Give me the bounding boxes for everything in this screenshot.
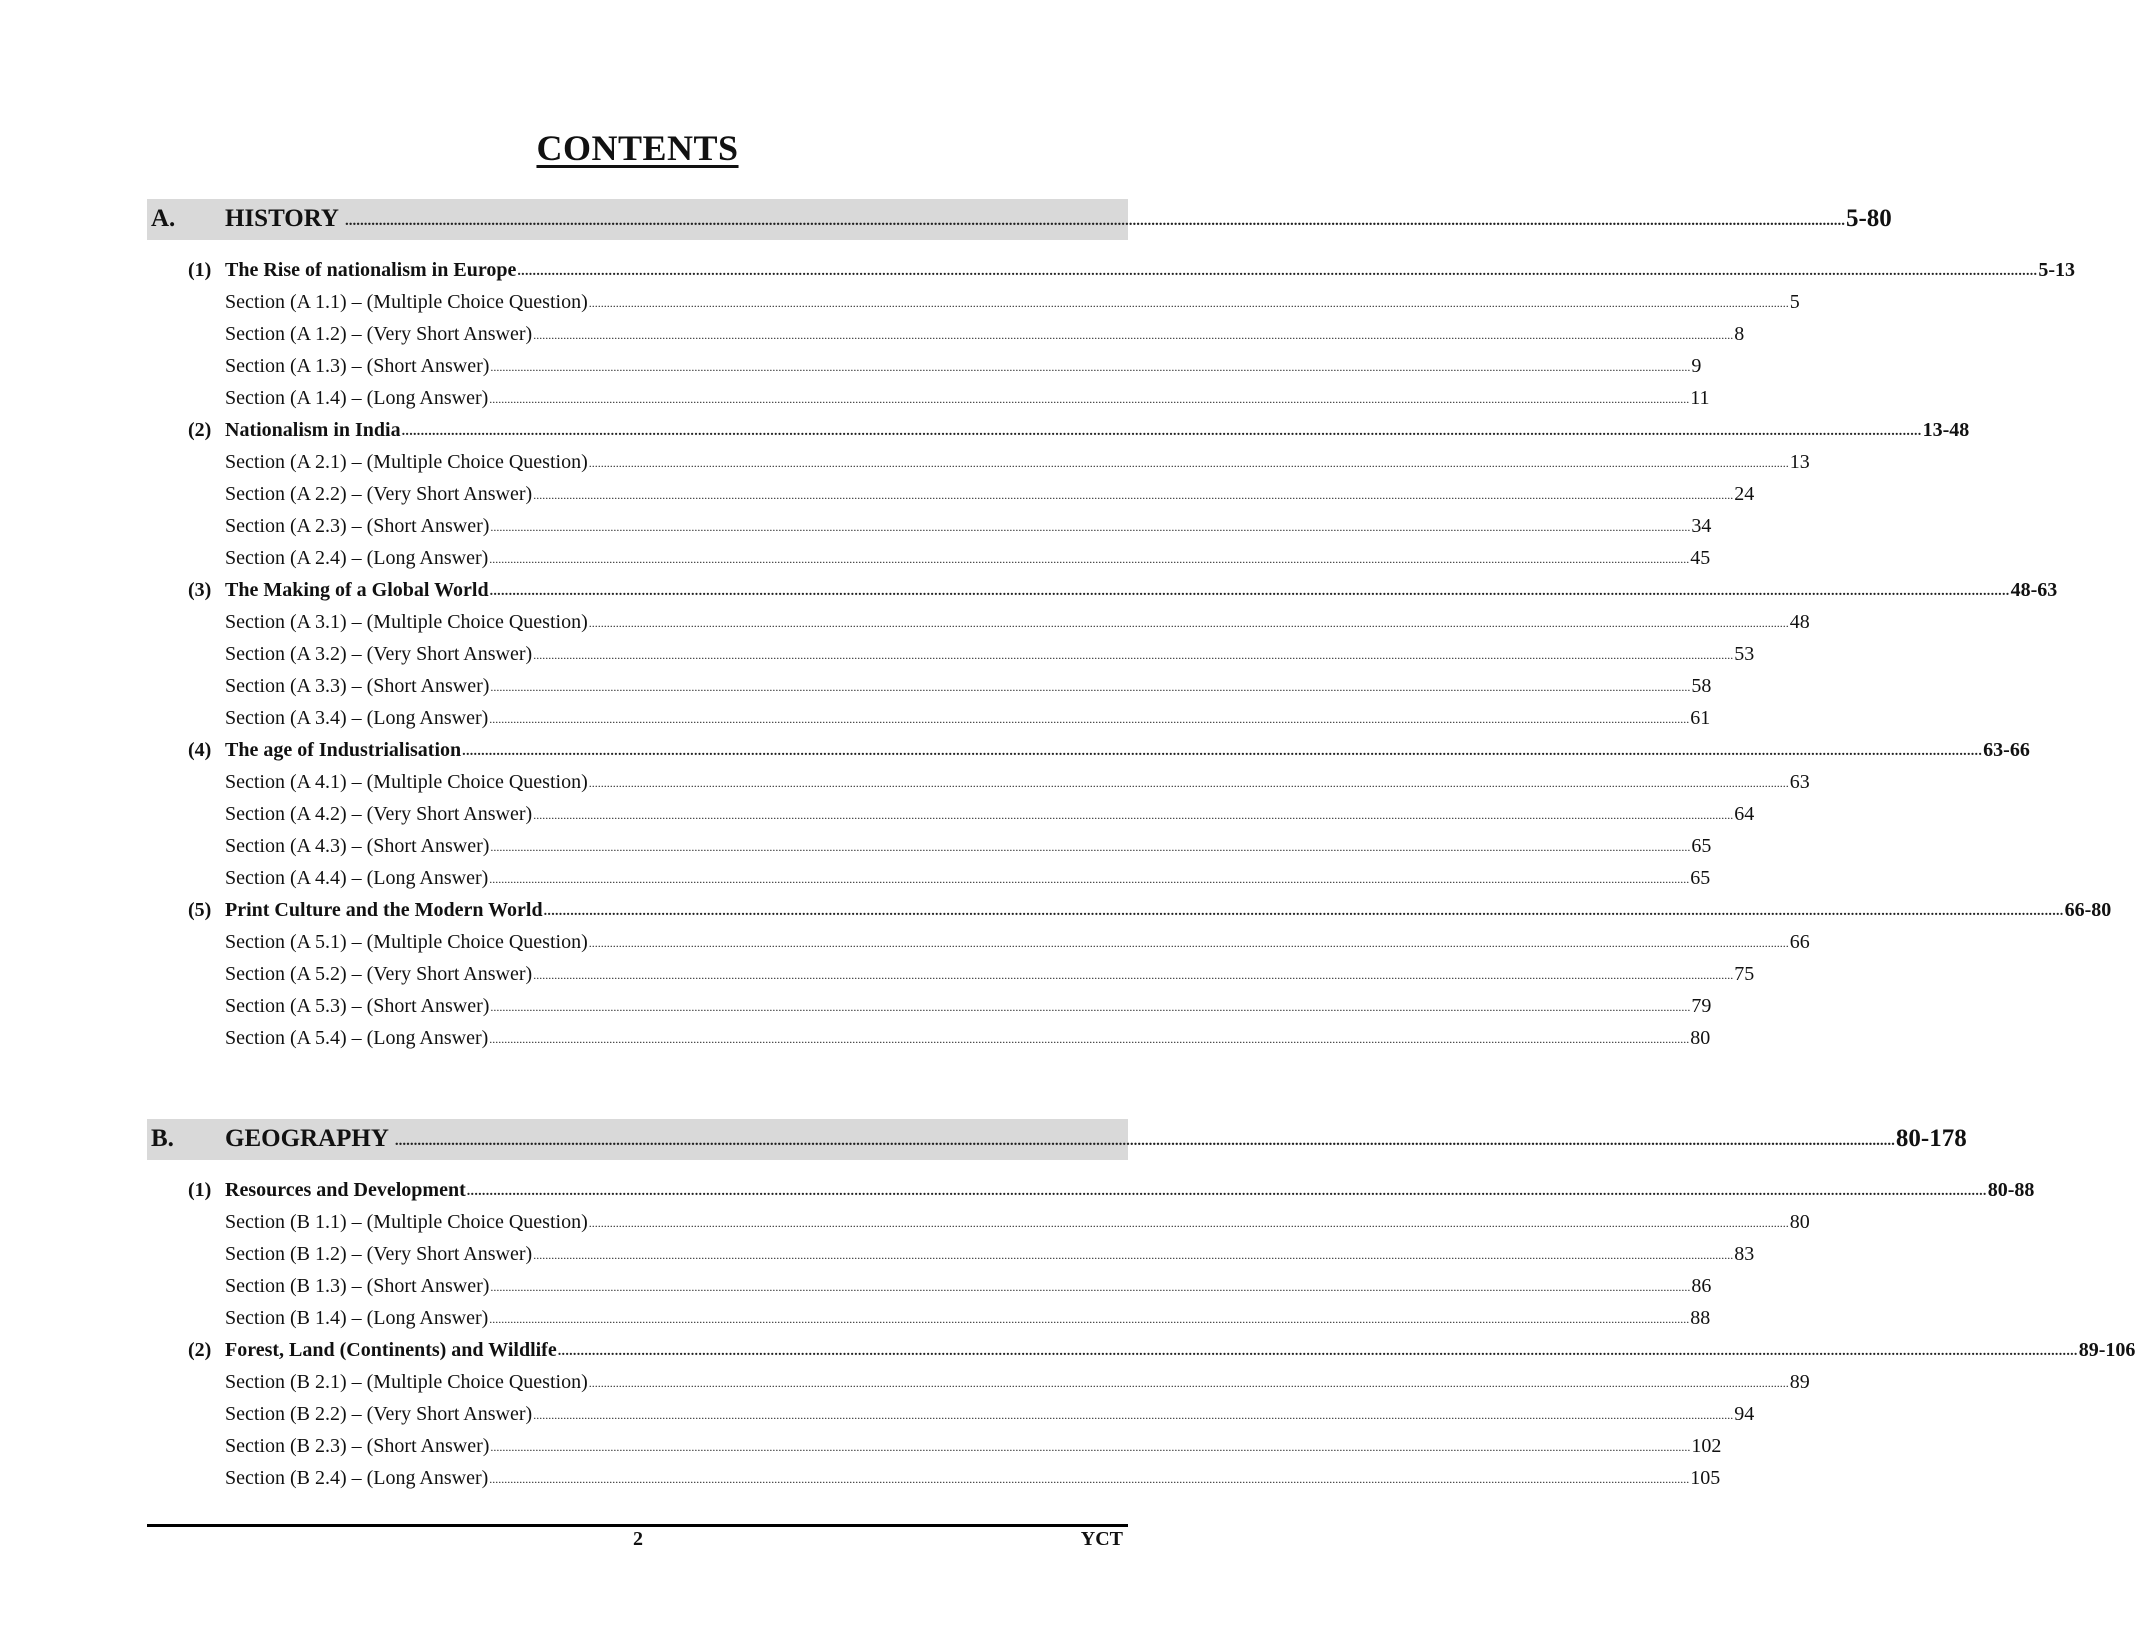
dot-leader: ................................................................................................................................................................................................................................................................................................................................................................................................................ [489, 552, 1690, 566]
dot-leader: ................................................................................................................................................................................................................................................................................................................................................................................................................ [490, 360, 1691, 374]
section-page: 105 [1690, 1467, 1721, 1489]
dot-leader: ................................................................................................................................................................................................................................................................................................................................................................................................................ [588, 776, 1789, 790]
section-page: 64 [1734, 803, 1755, 825]
part-letter: A. [151, 205, 176, 232]
section-page: 53 [1734, 643, 1755, 665]
section-label: Section (A 2.4) – (Long Answer) [225, 547, 489, 569]
section-entry[interactable] [225, 707, 1711, 737]
chapter-title: Resources and Development [225, 1179, 466, 1201]
chapter-title: The Rise of nationalism in Europe [225, 259, 517, 281]
chapter-entry[interactable] [225, 899, 2112, 929]
section-entry[interactable] [225, 931, 1810, 961]
dot-leader: ................................................................................................................................................................................................................................................................................................................................................................................................................ [489, 1032, 1690, 1046]
section-label: Section (A 3.4) – (Long Answer) [225, 707, 489, 729]
section-entry[interactable] [225, 451, 1810, 481]
dot-leader: ................................................................................................................................................................................................................................................................................................................................................................................................................ [588, 1216, 1789, 1230]
section-page: 48 [1789, 611, 1810, 633]
section-entry[interactable] [225, 1435, 1722, 1465]
section-page: 86 [1691, 1275, 1712, 1297]
section-entry[interactable] [225, 643, 1755, 673]
section-page: 80 [1690, 1027, 1711, 1049]
chapter-entry[interactable] [225, 1339, 2135, 1369]
chapter-page-range: 5-13 [2038, 259, 2076, 281]
dot-leader: ................................................................................................................................................................................................................................................................................................................................................................................................................ [489, 872, 1690, 886]
section-entry[interactable] [225, 1211, 1810, 1241]
section-page: 94 [1734, 1403, 1755, 1425]
chapter-number: (5) [188, 899, 212, 921]
section-page: 11 [1690, 387, 1710, 409]
section-entry[interactable] [225, 803, 1755, 833]
section-label: Section (A 1.4) – (Long Answer) [225, 387, 489, 409]
part-title: HISTORY [225, 205, 339, 232]
dot-leader: ................................................................................................................................................................................................................................................................................................................................................................................................................ [489, 392, 1690, 406]
section-entry[interactable] [225, 995, 1712, 1025]
section-entry[interactable] [225, 675, 1712, 705]
chapter-number: (2) [188, 419, 212, 441]
section-page: 80 [1789, 1211, 1810, 1233]
section-label: Section (B 2.1) – (Multiple Choice Question) [225, 1371, 588, 1393]
dot-leader: ................................................................................................................................................................................................................................................................................................................................................................................................................ [490, 520, 1691, 534]
section-page: 65 [1690, 867, 1711, 889]
chapter-number: (1) [188, 259, 212, 281]
chapter-number: (1) [188, 1179, 212, 1201]
section-page: 34 [1691, 515, 1712, 537]
dot-leader: ................................................................................................................................................................................................................................................................................................................................................................................................................ [489, 584, 2010, 599]
section-label: Section (A 2.2) – (Very Short Answer) [225, 483, 533, 505]
dot-leader: ................................................................................................................................................................................................................................................................................................................................................................................................................ [466, 1184, 1987, 1199]
section-label: Section (A 5.1) – (Multiple Choice Question) [225, 931, 588, 953]
part-page-range: 80-178 [1895, 1125, 1967, 1152]
section-page: 89 [1789, 1371, 1810, 1393]
chapter-entry[interactable] [225, 419, 1970, 449]
chapter-number: (4) [188, 739, 212, 761]
section-label: Section (A 2.3) – (Short Answer) [225, 515, 490, 537]
chapter-page-range: 66-80 [2064, 899, 2112, 921]
dot-leader: ................................................................................................................................................................................................................................................................................................................................................................................................................ [533, 328, 1734, 342]
dot-leader: ................................................................................................................................................................................................................................................................................................................................................................................................................ [533, 648, 1734, 662]
dot-leader: ................................................................................................................................................................................................................................................................................................................................................................................................................ [489, 1312, 1690, 1326]
part-letter: B. [151, 1125, 174, 1152]
dot-leader: ................................................................................................................................................................................................................................................................................................................................................................................................................ [588, 616, 1789, 630]
dot-leader: ................................................................................................................................................................................................................................................................................................................................................................................................................ [489, 1472, 1690, 1486]
dot-leader: ................................................................................................................................................................................................................................................................................................................................................................................................................ [588, 456, 1789, 470]
section-entry[interactable] [225, 1275, 1712, 1305]
section-page: 45 [1690, 547, 1711, 569]
section-entry[interactable] [225, 483, 1755, 513]
section-entry[interactable] [225, 1243, 1755, 1273]
dot-leader: ................................................................................................................................................................................................................................................................................................................................................................................................................ [588, 936, 1789, 950]
dot-leader: ................................................................................................................................................................................................................................................................................................................................................................................................................ [517, 264, 2038, 279]
section-entry[interactable] [225, 1027, 1711, 1057]
dot-leader: ................................................................................................................................................................................................................................................................................................................................................................................................................ [557, 1344, 2078, 1359]
dot-leader: ................................................................................................................................................................................................................................................................................................................................................................................................................ [533, 968, 1734, 982]
section-label: Section (A 3.3) – (Short Answer) [225, 675, 490, 697]
section-entry[interactable] [225, 963, 1755, 993]
section-label: Section (A 1.1) – (Multiple Choice Question) [225, 291, 588, 313]
dot-leader: ................................................................................................................................................................................................................................................................................................................................................................................................................ [344, 213, 1845, 229]
section-page: 75 [1734, 963, 1755, 985]
section-label: Section (B 1.2) – (Very Short Answer) [225, 1243, 533, 1265]
section-entry[interactable] [225, 1307, 1711, 1337]
section-page: 61 [1690, 707, 1711, 729]
section-entry[interactable] [225, 1467, 1721, 1497]
section-entry[interactable] [225, 1403, 1755, 1433]
dot-leader: ................................................................................................................................................................................................................................................................................................................................................................................................................ [490, 1440, 1691, 1454]
section-label: Section (A 4.4) – (Long Answer) [225, 867, 489, 889]
section-label: Section (A 1.3) – (Short Answer) [225, 355, 490, 377]
section-label: Section (A 4.3) – (Short Answer) [225, 835, 490, 857]
section-label: Section (B 1.1) – (Multiple Choice Question) [225, 1211, 588, 1233]
part-title-line [225, 1125, 1967, 1153]
footer-page-number: 2 [633, 1528, 643, 1550]
dot-leader: ................................................................................................................................................................................................................................................................................................................................................................................................................ [490, 680, 1691, 694]
footer-brand: YCT [1080, 1528, 1123, 1550]
dot-leader: ................................................................................................................................................................................................................................................................................................................................................................................................................ [462, 744, 1983, 759]
section-page: 79 [1691, 995, 1712, 1017]
section-entry[interactable] [225, 323, 1745, 353]
section-page: 83 [1734, 1243, 1755, 1265]
section-page: 24 [1734, 483, 1755, 505]
chapter-title: Print Culture and the Modern World [225, 899, 543, 921]
dot-leader: ................................................................................................................................................................................................................................................................................................................................................................................................................ [533, 808, 1734, 822]
chapter-entry[interactable] [225, 579, 2058, 609]
dot-leader: ................................................................................................................................................................................................................................................................................................................................................................................................................ [533, 1408, 1734, 1422]
dot-leader: ................................................................................................................................................................................................................................................................................................................................................................................................................ [490, 840, 1691, 854]
chapter-entry[interactable] [225, 259, 2076, 289]
section-entry[interactable] [225, 867, 1711, 897]
section-label: Section (B 1.3) – (Short Answer) [225, 1275, 490, 1297]
section-page: 102 [1691, 1435, 1722, 1457]
dot-leader: ................................................................................................................................................................................................................................................................................................................................................................................................................ [394, 1133, 1895, 1149]
dot-leader: ................................................................................................................................................................................................................................................................................................................................................................................................................ [533, 1248, 1734, 1262]
chapter-page-range: 63-66 [1983, 739, 2030, 761]
section-page: 65 [1691, 835, 1712, 857]
section-entry[interactable] [225, 355, 1702, 385]
section-label: Section (A 5.4) – (Long Answer) [225, 1027, 489, 1049]
section-page: 58 [1691, 675, 1712, 697]
section-label: Section (A 4.2) – (Very Short Answer) [225, 803, 533, 825]
chapter-page-range: 89-106 [2078, 1339, 2135, 1361]
section-label: Section (A 1.2) – (Very Short Answer) [225, 323, 533, 345]
part-header[interactable] [147, 1119, 1967, 1160]
chapter-title: The age of Industrialisation [225, 739, 462, 761]
section-entry[interactable] [225, 387, 1710, 417]
section-label: Section (A 3.1) – (Multiple Choice Question) [225, 611, 588, 633]
dot-leader: ................................................................................................................................................................................................................................................................................................................................................................................................................ [588, 1376, 1789, 1390]
section-page: 63 [1789, 771, 1810, 793]
section-label: Section (A 2.1) – (Multiple Choice Question) [225, 451, 588, 473]
section-label: Section (A 3.2) – (Very Short Answer) [225, 643, 533, 665]
part-header[interactable] [147, 199, 1892, 240]
dot-leader: ................................................................................................................................................................................................................................................................................................................................................................................................................ [401, 424, 1922, 439]
section-page: 8 [1734, 323, 1745, 345]
section-entry[interactable] [225, 611, 1810, 641]
section-label: Section (A 4.1) – (Multiple Choice Question) [225, 771, 588, 793]
part-title-line [225, 205, 1892, 233]
chapter-entry[interactable] [225, 739, 2030, 769]
chapter-page-range: 80-88 [1987, 1179, 2035, 1201]
section-label: Section (B 1.4) – (Long Answer) [225, 1307, 489, 1329]
chapter-page-range: 48-63 [2010, 579, 2058, 601]
chapter-page-range: 13-48 [1922, 419, 1970, 441]
section-page: 9 [1691, 355, 1702, 377]
section-label: Section (B 2.2) – (Very Short Answer) [225, 1403, 533, 1425]
dot-leader: ................................................................................................................................................................................................................................................................................................................................................................................................................ [543, 904, 2064, 919]
section-page: 66 [1789, 931, 1810, 953]
chapter-title: Forest, Land (Continents) and Wildlife [225, 1339, 557, 1361]
chapter-title: The Making of a Global World [225, 579, 489, 601]
section-page: 5 [1789, 291, 1800, 313]
dot-leader: ................................................................................................................................................................................................................................................................................................................................................................................................................ [490, 1000, 1691, 1014]
section-label: Section (B 2.3) – (Short Answer) [225, 1435, 490, 1457]
section-entry[interactable] [225, 771, 1810, 801]
section-entry[interactable] [225, 291, 1800, 321]
chapter-entry[interactable] [225, 1179, 2035, 1209]
part-page-range: 5-80 [1845, 205, 1892, 232]
dot-leader: ................................................................................................................................................................................................................................................................................................................................................................................................................ [533, 488, 1734, 502]
section-page: 13 [1789, 451, 1810, 473]
section-entry[interactable] [225, 547, 1711, 577]
part-title: GEOGRAPHY [225, 1125, 389, 1152]
section-entry[interactable] [225, 515, 1712, 545]
chapter-number: (2) [188, 1339, 212, 1361]
chapter-number: (3) [188, 579, 212, 601]
dot-leader: ................................................................................................................................................................................................................................................................................................................................................................................................................ [489, 712, 1690, 726]
dot-leader: ................................................................................................................................................................................................................................................................................................................................................................................................................ [490, 1280, 1691, 1294]
section-page: 88 [1690, 1307, 1711, 1329]
dot-leader: ................................................................................................................................................................................................................................................................................................................................................................................................................ [588, 296, 1789, 310]
chapter-title: Nationalism in India [225, 419, 401, 441]
section-label: Section (A 5.2) – (Very Short Answer) [225, 963, 533, 985]
section-label: Section (A 5.3) – (Short Answer) [225, 995, 490, 1017]
section-entry[interactable] [225, 1371, 1810, 1401]
section-entry[interactable] [225, 835, 1712, 865]
section-label: Section (B 2.4) – (Long Answer) [225, 1467, 489, 1489]
page-title: CONTENTS [536, 128, 739, 168]
footer-divider [147, 1524, 1128, 1527]
